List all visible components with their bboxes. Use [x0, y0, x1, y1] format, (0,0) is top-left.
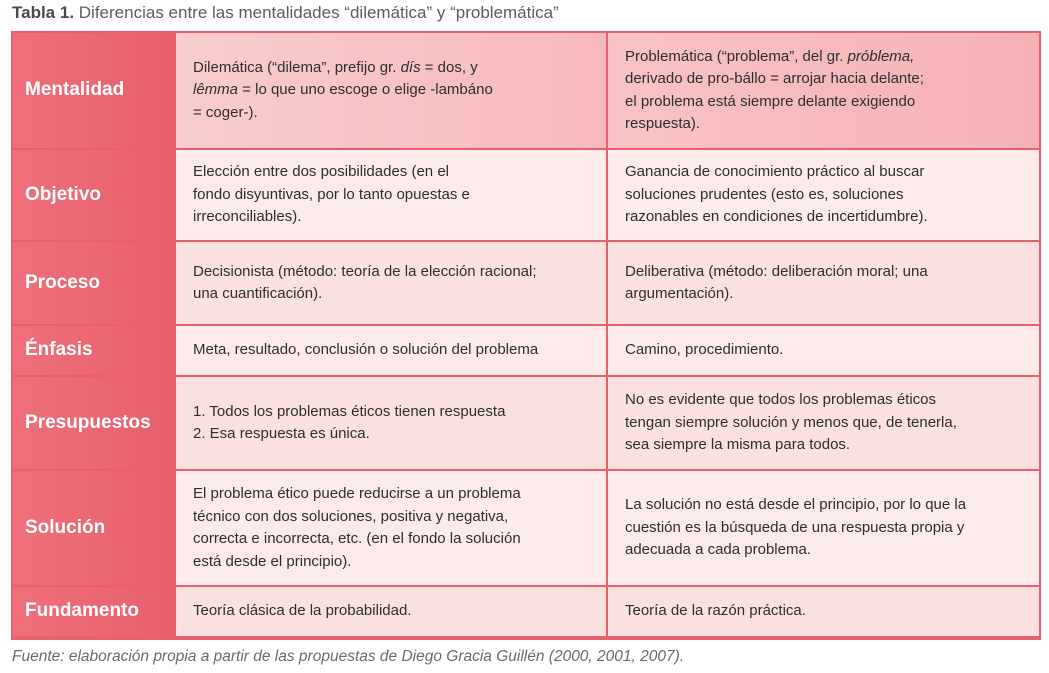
- cell-dilematica-fundamento: [176, 587, 606, 636]
- cell-text: Problemática (“problema”, del gr.: [625, 47, 848, 65]
- row-header-presupuestos: Presupuestos: [13, 377, 174, 469]
- cell-text: Teoría clásica de la probabilidad.: [193, 602, 412, 620]
- cell-text: 1. Todos los problemas éticos tienen respuesta 2. Esa respuesta es única.: [193, 402, 506, 442]
- table-row-presupuestos: [13, 377, 1039, 469]
- table-row-mentalidad: [13, 33, 1039, 148]
- cell-problematica-objetivo: [608, 150, 1039, 240]
- row-header-mentalidad: Mentalidad: [13, 33, 174, 148]
- cell-text: La solución no está desde el principio, por lo que la cuestión es la búsqueda de una respuesta propia y adecuada a cada problema.: [625, 496, 967, 559]
- row-header-enfasis: Énfasis: [13, 326, 174, 375]
- cell-problematica-proceso: [608, 242, 1039, 324]
- cell-text: Camino, procedimiento.: [625, 341, 784, 359]
- table-caption-label: Tabla 1.: [12, 3, 75, 22]
- cell-dilematica-presupuestos: [176, 377, 606, 469]
- cell-text-italic: lêmma: [193, 81, 239, 99]
- row-header-objetivo: Objetivo: [13, 150, 174, 240]
- table-caption-text: Diferencias entre las mentalidades “dilemática” y “problemática”: [78, 3, 559, 22]
- cell-text: Dilemática (“dilema”, prefijo gr.: [193, 58, 401, 76]
- cell-text: El problema ético puede reducirse a un problema técnico con dos soluciones, positiva y negativa, correcta e incorrecta, etc. (en el fondo la solución está desde el principio).: [193, 485, 521, 570]
- table-row-enfasis: [13, 326, 1039, 375]
- cell-text: Deliberativa (método: deliberación moral; una argumentación).: [625, 262, 928, 302]
- table-caption: [12, 3, 559, 23]
- table-row-solucion: [13, 471, 1039, 585]
- cell-dilematica-proceso: [176, 242, 606, 324]
- comparison-table: [11, 31, 1041, 640]
- cell-text: Meta, resultado, conclusión o solución del problema: [193, 341, 539, 359]
- cell-text: Decisionista (método: teoría de la elección racional; una cuantificación).: [193, 262, 537, 302]
- cell-dilematica-objetivo: [176, 150, 606, 240]
- table-row-fundamento: [13, 587, 1039, 636]
- cell-text: No es evidente que todos los problemas éticos tengan siempre solución y menos que, de tenerla, sea siempre la misma para todos.: [625, 391, 957, 454]
- cell-text: Ganancia de conocimiento práctico al buscar soluciones prudentes (esto es, soluciones razonables en condiciones de incertidumbre).: [625, 163, 928, 226]
- row-header-fundamento: Fundamento: [13, 587, 174, 636]
- cell-text: = lo que uno escoge o elige -lambáno = coger-).: [193, 81, 493, 121]
- cell-problematica-presupuestos: [608, 377, 1039, 469]
- cell-dilematica-solucion: [176, 471, 606, 585]
- cell-text: Teoría de la razón práctica.: [625, 602, 806, 620]
- row-header-solucion: Solución: [13, 471, 174, 585]
- table-row-proceso: [13, 242, 1039, 324]
- cell-text: = dos, y: [424, 58, 478, 76]
- cell-text-italic: próblema,: [847, 47, 915, 65]
- cell-problematica-solucion: [608, 471, 1039, 585]
- cell-problematica-mentalidad: [608, 33, 1039, 148]
- row-header-proceso: Proceso: [13, 242, 174, 324]
- table-row-objetivo: [13, 150, 1039, 240]
- cell-text: Elección entre dos posibilidades (en el fondo disyuntivas, por lo tanto opuestas e irreconciliables).: [193, 163, 470, 226]
- cell-problematica-enfasis: [608, 326, 1039, 375]
- cell-dilematica-mentalidad: [176, 33, 606, 148]
- cell-dilematica-enfasis: [176, 326, 606, 375]
- cell-problematica-fundamento: [608, 587, 1039, 636]
- cell-text: derivado de pro-bállo = arrojar hacia delante; el problema está siempre delante exigiendo respuesta).: [625, 70, 924, 132]
- cell-text-italic: dís: [400, 58, 421, 76]
- table-source-note: Fuente: elaboración propia a partir de las propuestas de Diego Gracia Guillén (2000, 2001, 2007).: [12, 648, 685, 665]
